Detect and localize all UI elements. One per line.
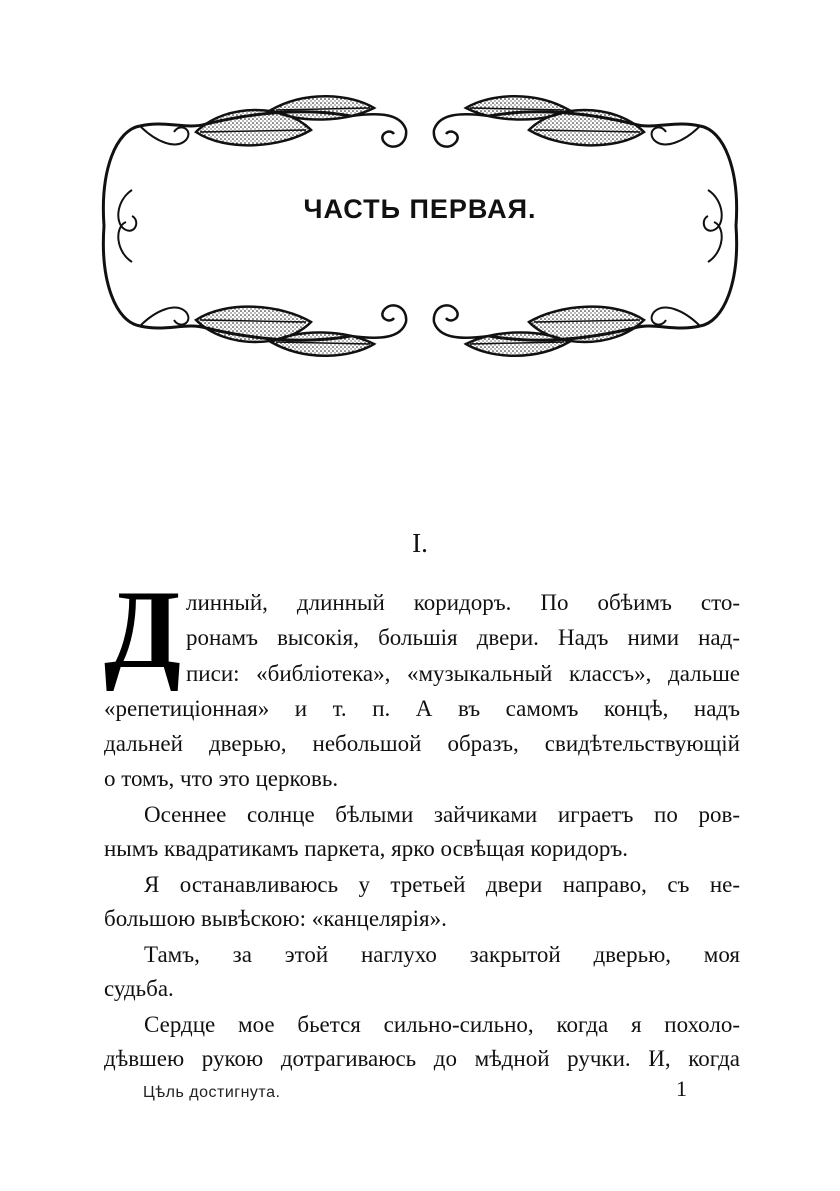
part-title: ЧАСТЬ ПЕРВАЯ. <box>303 194 537 224</box>
leaf-scroll-frame-ornament <box>96 90 744 362</box>
page-number: 1 <box>676 1076 687 1101</box>
text-line: о томъ, что это церковь. <box>104 766 339 791</box>
drop-cap-letter: Д <box>104 568 182 692</box>
text-line: Я останавливаюсь у третьей двери направо, съ не- <box>144 872 740 897</box>
text-line: дальней дверью, небольшой образъ, свидѣтельствующій <box>104 731 740 756</box>
text-line: «репетиціонная» и т. п. А въ самомъ концѣ, надъ <box>104 696 740 721</box>
text-line: Осеннее солнце бѣлыми зайчиками играетъ по ров- <box>144 802 740 827</box>
text-line: дѣвшею рукою дотрагиваюсь до мѣдной ручки. И, когда <box>104 1046 740 1071</box>
text-line: писи: «библіотека», «музыкальный классъ», дальше <box>186 661 740 686</box>
text-line: линный, длинный коридоръ. По обѣимъ сто- <box>186 590 740 615</box>
ornamental-title-frame <box>96 90 744 362</box>
text-line: судьба. <box>104 976 174 1001</box>
text-line: Сердце мое бьется сильно-сильно, когда я похоло- <box>144 1012 740 1037</box>
text-line: Тамъ, за этой наглухо закрытой дверью, моя <box>144 942 740 967</box>
chapter-number: I. <box>412 528 428 558</box>
text-line: большою вывѣскою: «канцелярія». <box>104 906 447 931</box>
text-line: ронамъ высокія, большія двери. Надъ ними над- <box>186 625 740 650</box>
text-line: нымъ квадратикамъ паркета, ярко освѣщая коридоръ. <box>104 836 629 861</box>
running-title: Цѣль достигнута. <box>143 1084 281 1101</box>
